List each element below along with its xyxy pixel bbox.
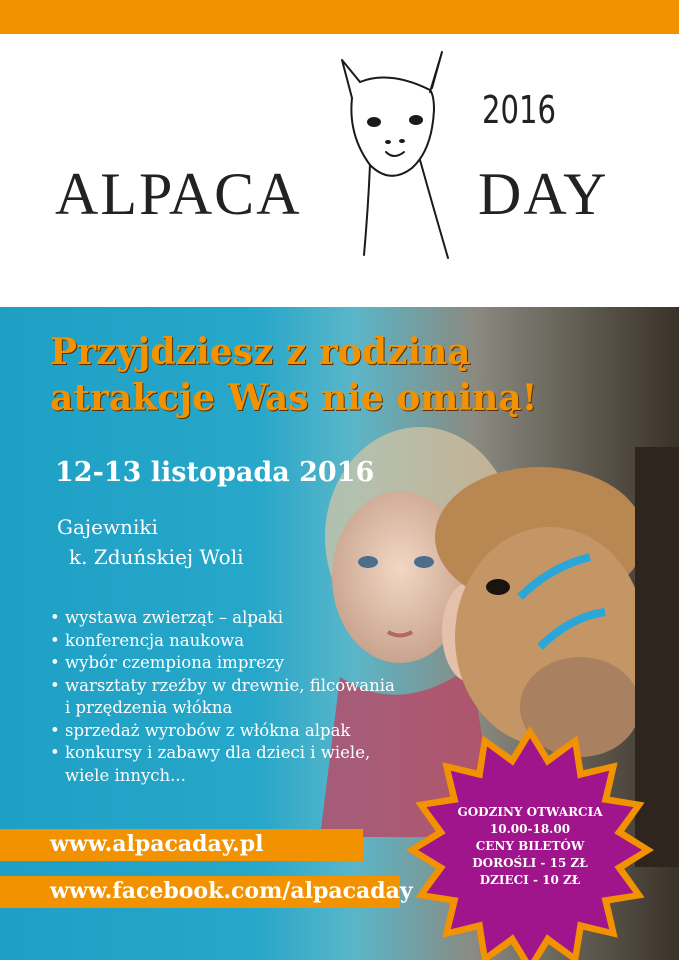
facebook-bar	[0, 876, 413, 908]
price-children: DZIECI - 10 ZŁ	[479, 873, 581, 887]
list-item: • warsztaty rzeźby w drewnie, filcowania	[50, 675, 395, 698]
location-line-2: k. Zduńskiej Woli	[69, 545, 244, 569]
location-line-1: Gajewniki	[57, 515, 158, 539]
opening-hours: 10.00-18.00	[489, 822, 571, 836]
poster-panel	[0, 307, 679, 960]
list-item: • sprzedaż wyrobów z włókna alpak	[50, 720, 395, 743]
list-item-text: wiele innych...	[65, 765, 186, 785]
event-location	[57, 512, 244, 572]
list-item-continuation	[50, 697, 395, 720]
event-dates: 12-13 listopada 2016	[55, 457, 375, 488]
title-word-day: DAY	[478, 161, 609, 227]
opening-hours-title: GODZINY OTWARCIA	[457, 805, 603, 819]
list-item-continuation	[50, 765, 395, 788]
price-adults: DOROŚLI - 15 ZŁ	[472, 856, 588, 870]
headline	[50, 329, 537, 421]
website-bar	[0, 829, 363, 861]
facebook-link[interactable]: www.facebook.com/alpacaday	[50, 878, 413, 904]
headline-line-2: atrakcje Was nie ominą!	[50, 377, 538, 419]
headline-line-1: Przyjdziesz z rodziną	[50, 331, 471, 373]
title-year: 2016	[482, 88, 556, 132]
alpaca-sketch-logo	[330, 40, 460, 265]
list-item: • konkursy i zabawy dla dzieci i wiele,	[50, 742, 395, 765]
ticket-prices-title: CENY BILETÓW	[475, 839, 585, 853]
list-item-text: i przędzenia włókna	[65, 698, 233, 717]
title-word-alpaca: ALPACA	[55, 161, 302, 227]
attractions-list	[50, 607, 395, 787]
list-item: • wybór czempiona imprezy	[50, 652, 395, 675]
list-item: • wystawa zwierząt – alpaki	[50, 607, 395, 630]
website-link[interactable]: www.alpacaday.pl	[50, 831, 264, 857]
top-orange-bar	[0, 0, 679, 34]
list-item: • konferencja naukowa	[50, 630, 395, 653]
info-box	[435, 804, 625, 889]
